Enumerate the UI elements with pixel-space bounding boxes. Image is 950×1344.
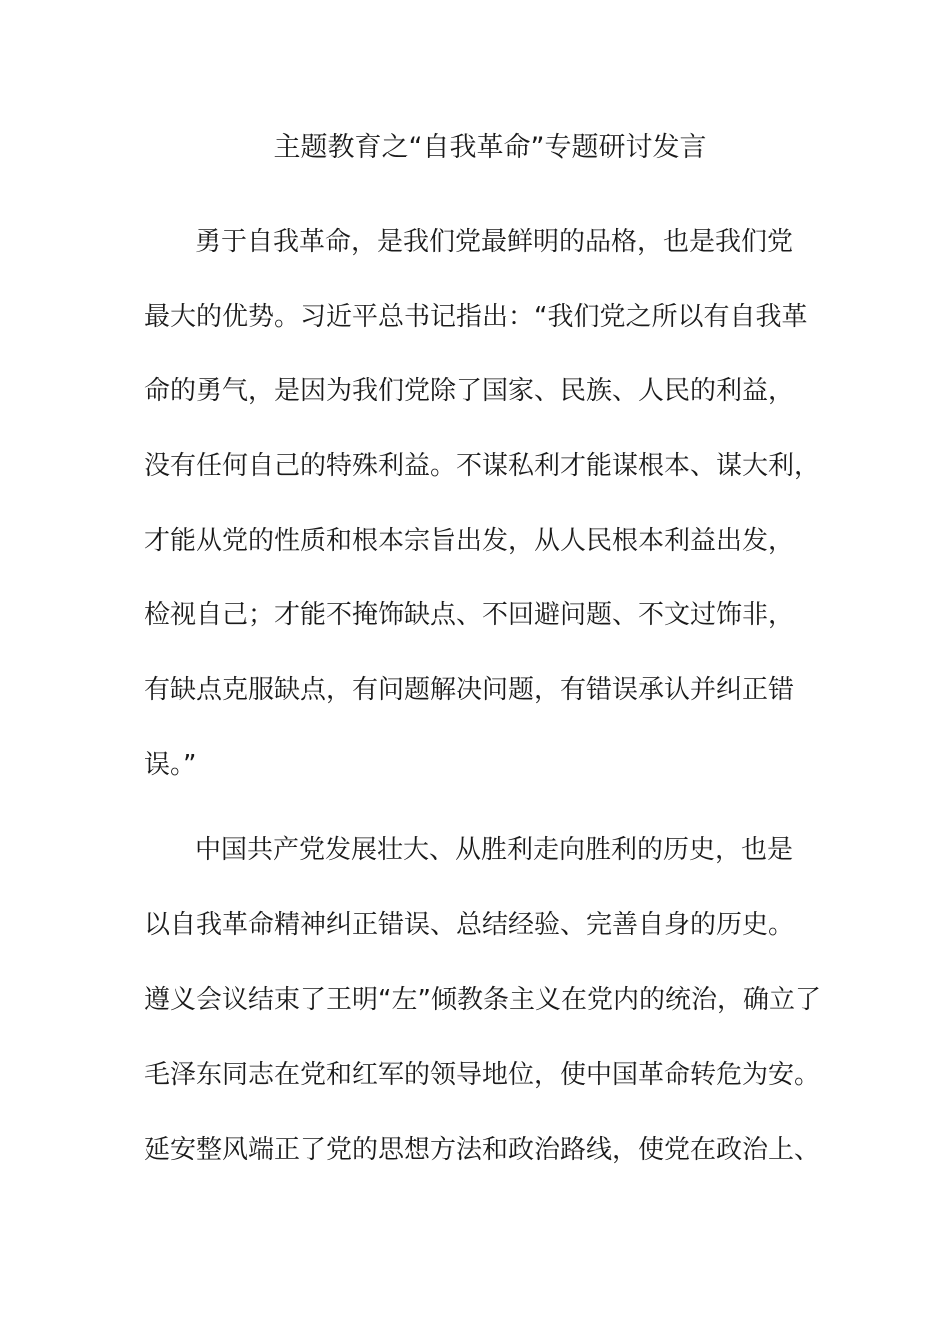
paragraph-line: 勇于自我革命，是我们党最鲜明的品格，也是我们党 [195, 227, 794, 257]
paragraph-line: 最大的优势。习近平总书记指出：“我们党之所以有自我革 [144, 302, 808, 332]
paragraph-line: 毛泽东同志在党和红军的领导地位，使中国革命转危为安。 [144, 1060, 821, 1090]
paragraph-line: 以自我革命精神纠正错误、总结经验、完善自身的历史。 [144, 910, 795, 940]
paragraph-line: 才能从党的性质和根本宗旨出发，从人民根本利益出发， [144, 526, 795, 556]
paragraph-line: 没有任何自己的特殊利益。不谋私利才能谋根本、谋大利， [144, 451, 821, 481]
paragraph-line: 误。” [144, 750, 197, 780]
paragraph-line: 检视自己；才能不掩饰缺点、不回避问题、不文过饰非， [144, 600, 795, 630]
document-title: 主题教育之“自我革命”专题研讨发言 [273, 132, 707, 163]
paragraph-line: 遵义会议结束了王明“左”倾教条主义在党内的统治，确立了 [144, 985, 821, 1015]
paragraph-line: 延安整风端正了党的思想方法和政治路线，使党在政治上、 [144, 1135, 821, 1165]
paragraph-line: 有缺点克服缺点，有问题解决问题，有错误承认并纠正错 [144, 675, 795, 705]
paragraph-line: 命的勇气，是因为我们党除了国家、民族、人民的利益， [144, 376, 795, 406]
paragraph-line: 中国共产党发展壮大、从胜利走向胜利的历史，也是 [195, 835, 794, 865]
